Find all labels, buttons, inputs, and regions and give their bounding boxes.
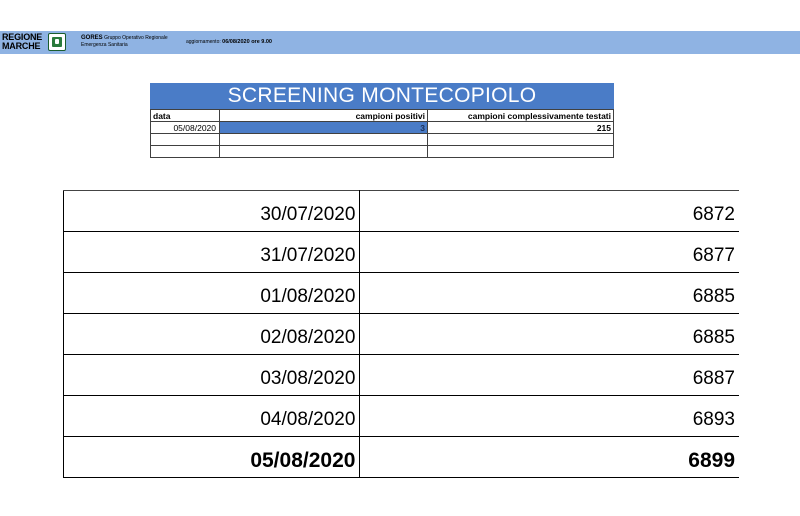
gores-desc-2: Emergenza Sanitaria bbox=[81, 42, 128, 48]
gores-label bbox=[81, 35, 168, 49]
row-date: 03/08/2020 bbox=[64, 355, 360, 396]
screening-header-row bbox=[151, 110, 614, 122]
daily-table bbox=[63, 190, 739, 478]
row-date: 05/08/2020 bbox=[64, 437, 360, 478]
screening-table-block bbox=[150, 83, 614, 158]
screening-row bbox=[151, 146, 614, 158]
update-label: aggiornamento: bbox=[186, 39, 221, 45]
row-value: 6885 bbox=[360, 273, 739, 314]
gores-desc-1: Gruppo Operativo Regionale bbox=[104, 35, 168, 41]
screening-tested: 215 bbox=[428, 122, 614, 134]
screening-row bbox=[151, 134, 614, 146]
regione-emblem-icon bbox=[48, 33, 66, 51]
header-bar bbox=[0, 31, 800, 54]
screening-positive: 3 bbox=[220, 122, 428, 134]
update-info bbox=[186, 39, 272, 46]
gores-name: GORES bbox=[81, 35, 103, 41]
screening-title: SCREENING MONTECOPIOLO bbox=[150, 83, 614, 109]
screening-row bbox=[151, 122, 614, 134]
screening-positive bbox=[220, 134, 428, 146]
row-value: 6877 bbox=[360, 232, 739, 273]
table-row bbox=[64, 191, 740, 232]
table-row bbox=[64, 355, 740, 396]
col-header-data: data bbox=[151, 110, 220, 122]
screening-positive bbox=[220, 146, 428, 158]
table-row bbox=[64, 314, 740, 355]
row-date: 04/08/2020 bbox=[64, 396, 360, 437]
row-value: 6872 bbox=[360, 191, 739, 232]
update-value: 06/08/2020 ore 9.00 bbox=[222, 39, 272, 45]
table-row bbox=[64, 232, 740, 273]
screening-tested bbox=[428, 146, 614, 158]
row-value: 6887 bbox=[360, 355, 739, 396]
row-date: 31/07/2020 bbox=[64, 232, 360, 273]
col-header-testati: campioni complessivamente testati bbox=[428, 110, 614, 122]
regione-marche-logo bbox=[2, 33, 48, 51]
row-date: 01/08/2020 bbox=[64, 273, 360, 314]
row-value: 6893 bbox=[360, 396, 739, 437]
screening-table bbox=[150, 109, 614, 158]
row-value: 6885 bbox=[360, 314, 739, 355]
screening-date bbox=[151, 146, 220, 158]
screening-tested bbox=[428, 134, 614, 146]
row-value: 6899 bbox=[360, 437, 739, 478]
logo-line-1: REGIONE bbox=[2, 32, 43, 42]
col-header-positivi: campioni positivi bbox=[220, 110, 428, 122]
row-date: 02/08/2020 bbox=[64, 314, 360, 355]
table-row bbox=[64, 273, 740, 314]
row-date: 30/07/2020 bbox=[64, 191, 360, 232]
table-row bbox=[64, 396, 740, 437]
table-row-latest bbox=[64, 437, 740, 478]
logo-line-2: MARCHE bbox=[2, 41, 41, 51]
screening-date: 05/08/2020 bbox=[151, 122, 220, 134]
screening-date bbox=[151, 134, 220, 146]
